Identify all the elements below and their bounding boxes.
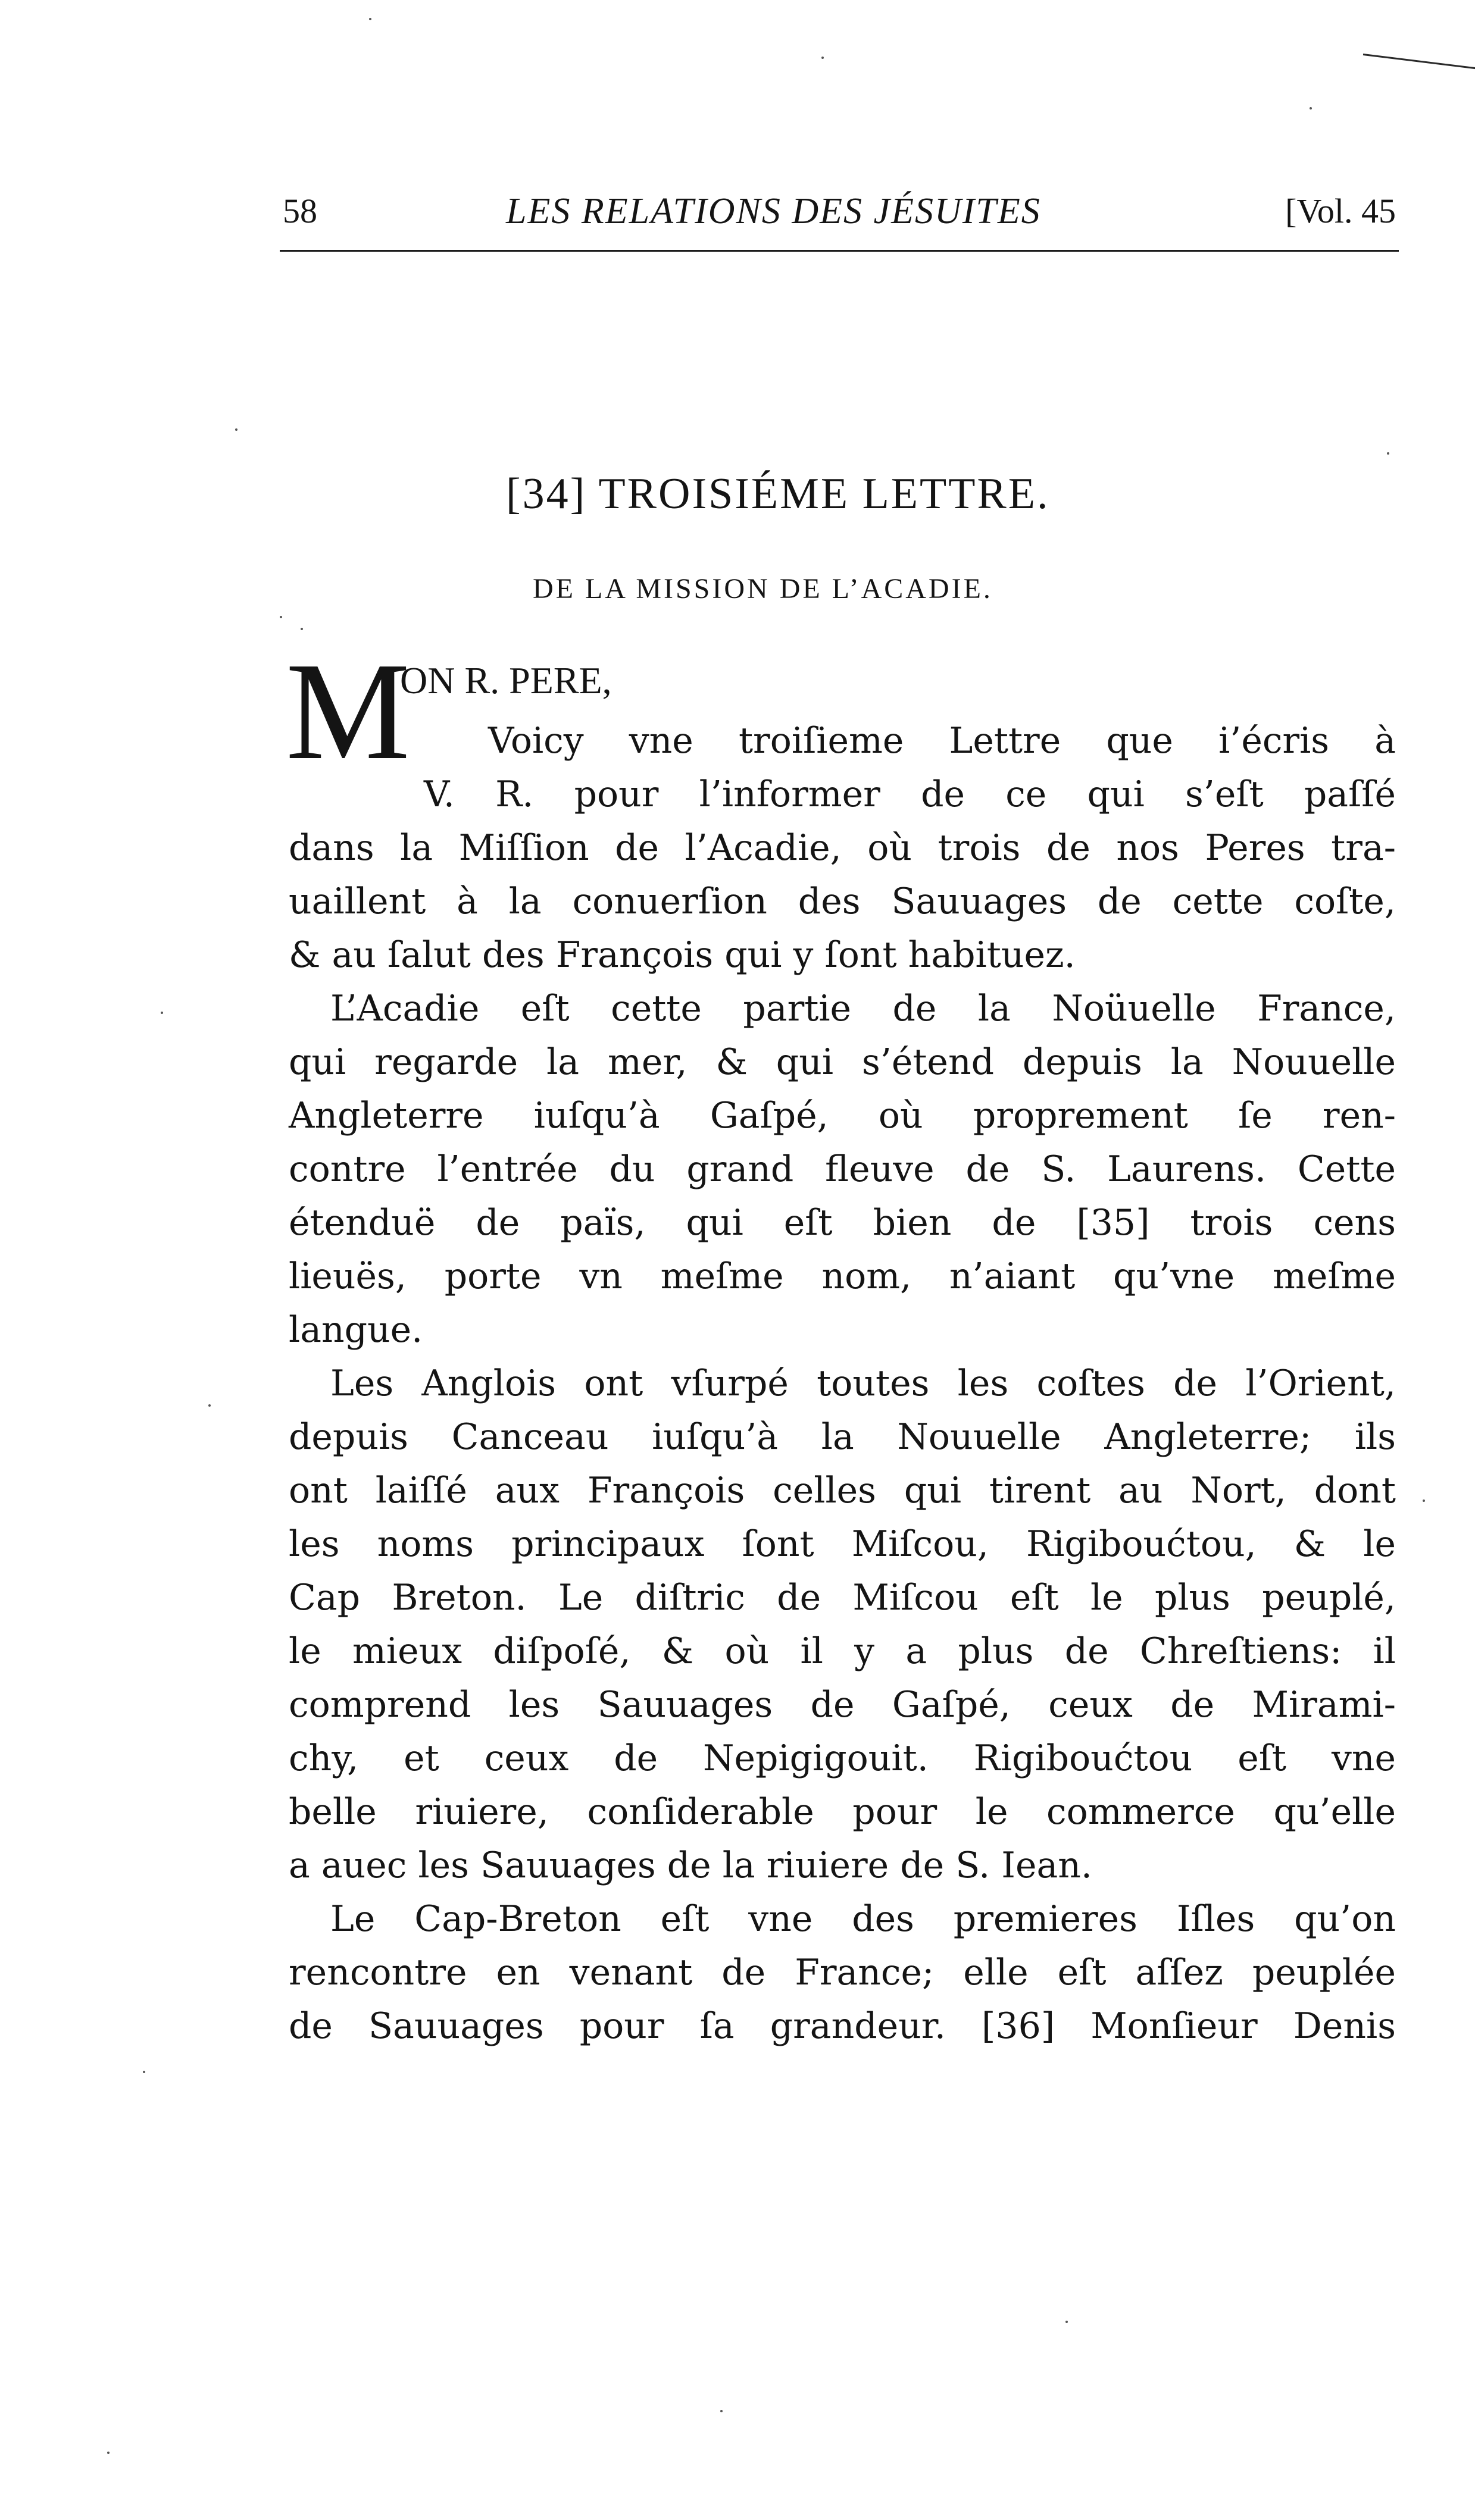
text-line: Cap Breton. Le diſtric de Miſcou eſt le plus peuplé, — [289, 1577, 1396, 1619]
text-line: & au ſalut des François qui y ſont habituez. — [289, 934, 1076, 976]
header-rule — [280, 250, 1399, 252]
text-line: Le Cap-Breton eſt vne des premieres Iſles qu’on — [330, 1898, 1396, 1940]
text-line: a auec les Sauuages de la riuiere de S. Iean. — [289, 1845, 1092, 1886]
speck — [369, 18, 371, 20]
text-line: le mieux diſpoſé, & où il y a plus de Chreſtiens: il — [289, 1630, 1396, 1672]
speck — [107, 2452, 110, 2454]
text-line: chy, et ceux de Nepigigouit. Rigiboućtou eſt vne — [289, 1738, 1396, 1779]
text-line: qui regarde la mer, & qui s’étend depuis la Nouuelle — [289, 1041, 1396, 1083]
speck — [720, 2410, 723, 2412]
salutation: ON R. PERE, — [400, 659, 612, 702]
text-line: étenduë de païs, qui eſt bien de [35] trois cens — [289, 1202, 1396, 1244]
text-line: depuis Canceau iuſqu’à la Nouuelle Angleterre; ils — [289, 1416, 1396, 1458]
speck — [208, 1404, 211, 1407]
text-line: uaillent à la conuerſion des Sauuages de cette coſte, — [289, 881, 1396, 922]
speck — [161, 1012, 163, 1014]
speck — [1065, 2321, 1068, 2323]
speck — [301, 628, 303, 630]
speck — [1310, 107, 1312, 109]
text-line: Angleterre iuſqu’à Gaſpé, où proprement ſe ren- — [289, 1095, 1396, 1137]
speck — [235, 428, 238, 431]
text-line: de Sauuages pour ſa grandeur. [36] Monſieur Denis — [289, 2005, 1396, 2047]
text-line: L’Acadie eſt cette partie de la Noüuelle France, — [330, 988, 1396, 1029]
text-line: contre l’entrée du grand fleuve de S. Laurens. Cette — [289, 1148, 1396, 1190]
text-line: belle riuiere, conſiderable pour le commerce qu’elle — [289, 1791, 1396, 1833]
page-number: 58 — [283, 192, 317, 230]
speck — [821, 57, 824, 59]
text-line: comprend les Sauuages de Gaſpé, ceux de Mirami- — [289, 1684, 1396, 1726]
speck — [280, 616, 282, 618]
text-line: rencontre en venant de France; elle eſt aſſez peuplée — [289, 1952, 1396, 1993]
text-line: lieuës, porte vn meſme nom, n’aiant qu’vne meſme — [289, 1256, 1396, 1297]
letter-subtitle: DE LA MISSION DE L’ACADIE. — [533, 573, 993, 605]
text-line: V. R. pour l’informer de ce qui s’eſt paſſé — [424, 774, 1396, 815]
volume-label: [Vol. 45 — [1285, 192, 1396, 230]
text-line: Voicy vne troiſieme Lettre que i’écris à — [488, 720, 1396, 762]
speck — [143, 2071, 145, 2073]
text-line: ont laiſſé aux François celles qui tirent au Nort, dont — [289, 1470, 1396, 1511]
letter-title: [34] TROISIÉME LETTRE. — [506, 469, 1050, 518]
text-line: Les Anglois ont vſurpé toutes les coſtes de l’Orient, — [330, 1363, 1396, 1404]
speck — [1423, 1500, 1425, 1502]
speck — [1387, 452, 1389, 455]
running-header — [283, 187, 1396, 235]
text-line: langue. — [289, 1309, 423, 1351]
text-line: dans la Miſſion de l’Acadie, où trois de nos Peres tra- — [289, 827, 1396, 869]
running-title: LES RELATIONS DES JÉSUITES — [506, 191, 1041, 231]
drop-cap: M — [286, 634, 410, 788]
text-line: les noms principaux ſont Miſcou, Rigiboućtou, & le — [289, 1523, 1396, 1565]
edge-mark — [1363, 54, 1475, 70]
